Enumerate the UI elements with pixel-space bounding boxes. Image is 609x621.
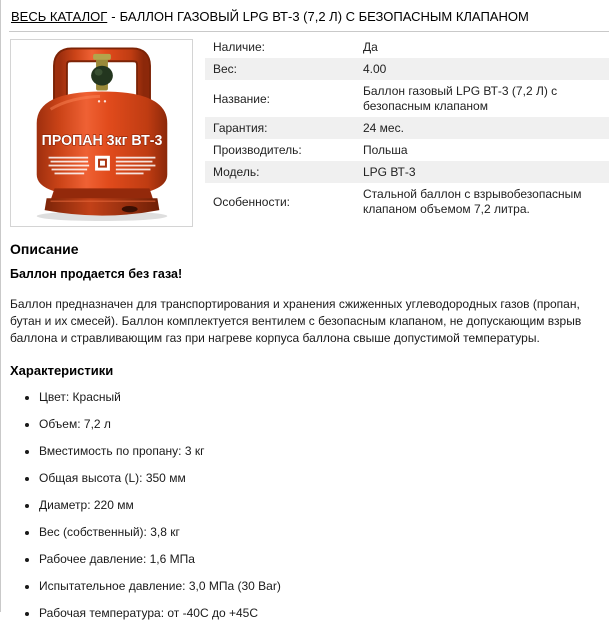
- spec-item: • Диаметр: 220 мм: [39, 497, 609, 513]
- attribute-value: LPG ВТ-3: [363, 165, 416, 179]
- gas-cylinder-illustration: [11, 40, 192, 226]
- product-attributes-table: [205, 36, 609, 220]
- valve-icon: [91, 54, 113, 91]
- attribute-row: [205, 80, 609, 117]
- attribute-value: Стальной баллон с взрывобезопасным клапаном объемом 7,2 литра.: [363, 187, 582, 216]
- description-heading: Описание: [10, 241, 79, 257]
- breadcrumb: [1, 0, 609, 24]
- attribute-row: [205, 183, 609, 220]
- no-gas-warning: Баллон продается без газа!: [10, 267, 183, 281]
- specs-heading: Характеристики: [10, 363, 114, 378]
- spec-item: • Объем: 7,2 л: [39, 416, 609, 432]
- attribute-value: Баллон газовый LPG ВТ-3 (7,2 Л) с безопасным клапаном: [363, 84, 558, 113]
- breadcrumb-divider: [9, 31, 609, 32]
- spec-item: • Вес (собственный): 3,8 кг: [39, 524, 609, 540]
- breadcrumb-separator: -: [111, 9, 116, 24]
- description-text: Баллон предназначен для транспортирования и хранения сжиженных углеводородных газов (пропан, бутан и их смесей). Баллон комплектуется вентилем с безопасным клапаном, не допускающим взрыв баллона и стравливающим газ при нагреве корпуса баллона свыше допустимой температуры.: [10, 297, 582, 345]
- product-attributes: [205, 36, 609, 220]
- certification-logo: [95, 156, 110, 171]
- attribute-label: Производитель:: [213, 143, 302, 157]
- spec-item: • Цвет: Красный: [39, 389, 609, 405]
- attribute-row: [205, 58, 609, 80]
- attribute-value: 24 мес.: [363, 121, 404, 135]
- attribute-value: Да: [363, 40, 378, 54]
- spec-item: • Рабочее давление: 1,6 МПа: [39, 551, 609, 567]
- specs-list: [10, 389, 609, 621]
- attribute-value: Польша: [363, 143, 408, 157]
- attribute-label: Особенности:: [213, 194, 291, 209]
- spec-item: • Рабочая температура: от -40С до +45С: [39, 605, 609, 621]
- attribute-row: [205, 139, 609, 161]
- attribute-label: Наличие:: [213, 40, 266, 54]
- attribute-row: [205, 161, 609, 183]
- attribute-row: [205, 117, 609, 139]
- attribute-value: 4.00: [363, 62, 387, 76]
- spec-item: • Вместимость по пропану: 3 кг: [39, 443, 609, 459]
- attribute-label: Название:: [213, 91, 270, 106]
- attribute-label: Гарантия:: [213, 121, 268, 135]
- breadcrumb-catalog-link[interactable]: ВЕСЬ КАТАЛОГ: [11, 9, 108, 24]
- spec-item: • Общая высота (L): 350 мм: [39, 470, 609, 486]
- spec-item: • Испытательное давление: 3,0 МПа (30 Bar): [39, 578, 609, 594]
- product-summary: [10, 39, 609, 227]
- attribute-label: Вес:: [213, 62, 238, 76]
- product-image[interactable]: [10, 39, 193, 227]
- cylinder-label: ПРОПАН 3кг ВТ-3: [41, 132, 163, 149]
- attribute-label: Модель:: [213, 165, 260, 179]
- attribute-row: [205, 36, 609, 58]
- breadcrumb-current: БАЛЛОН ГАЗОВЫЙ LPG ВТ-3 (7,2 Л) С БЕЗОПАСНЫМ КЛАПАНОМ: [119, 9, 529, 24]
